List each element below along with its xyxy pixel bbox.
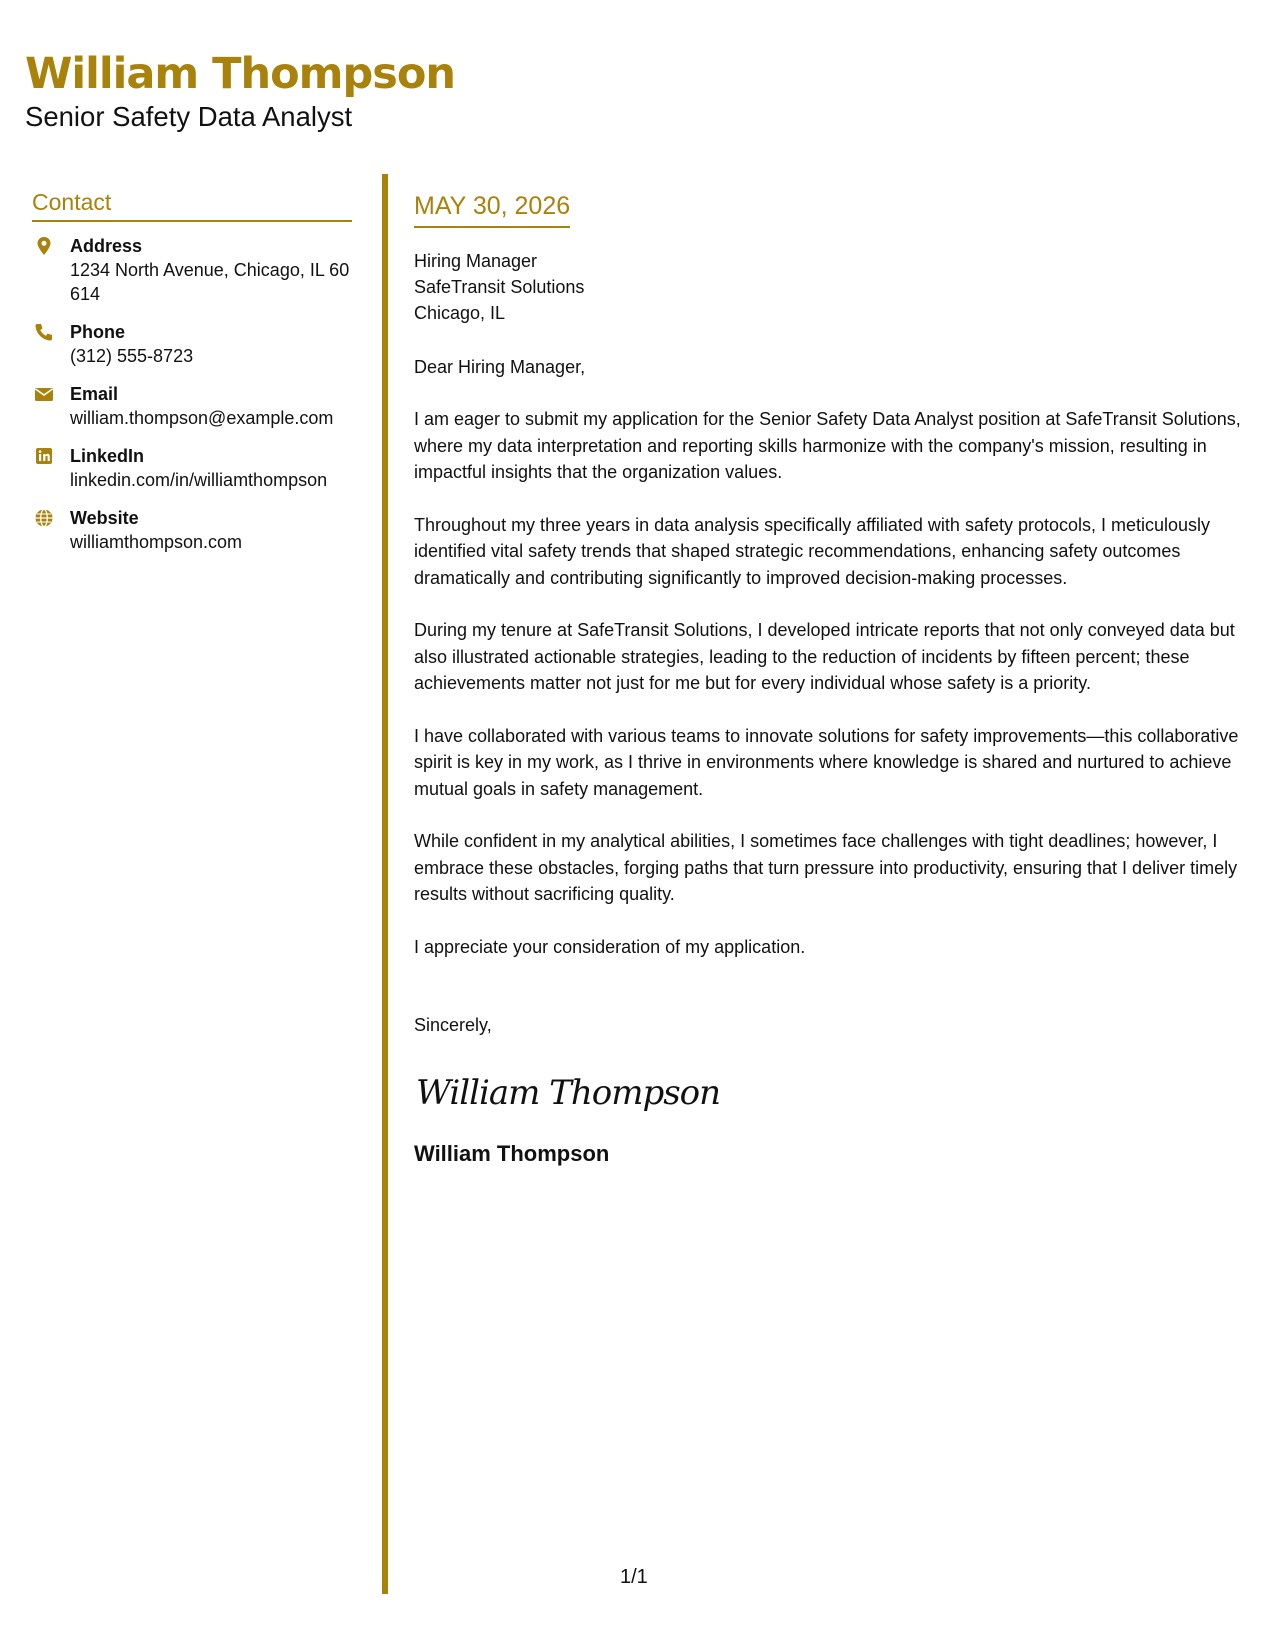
letter-body <box>414 190 1250 1168</box>
letter-paragraph: I am eager to submit my application for the Senior Safety Data Analyst position at SafeTransit Solutions, where my data interpretation and reporting skills harmonize with the company's mission, resulting in impactful insights that the organization values. <box>414 409 1241 482</box>
recipient-line: Chicago, IL <box>414 303 506 323</box>
letter-paragraph: Throughout my three years in data analysis specifically affiliated with safety protocols, I meticulously identified vital safety trends that shaped strategic recommendations, enhancing safety outcomes dramatically and contributing significantly to improved decision-making processes. <box>414 514 1211 588</box>
applicant-name: William Thompson <box>25 49 455 99</box>
job-title: Senior Safety Data Analyst <box>25 101 353 132</box>
contact-label-linkedin: LinkedIn <box>70 446 145 466</box>
contact-value-linkedin: linkedin.com/in/williamthompson <box>70 470 328 490</box>
page-number: 1/1 <box>620 1566 648 1588</box>
contact-value-email: william.thompson@example.com <box>70 408 334 428</box>
letter-paragraph: During my tenure at SafeTransit Solutions, I developed intricate reports that not only conveyed data but also illustrated actionable strategies, leading to the reduction of incidents by fifteen percent; these achievements matter not just for me but for every individual whose safety is a priority. <box>414 620 1235 693</box>
contact-item-linkedin <box>32 444 352 492</box>
globe-icon <box>34 508 54 528</box>
contact-list <box>32 234 352 554</box>
contact-value-address: 1234 North Avenue, Chicago, IL 60614 <box>70 260 350 304</box>
phone-icon <box>34 322 54 342</box>
salutation: Dear Hiring Manager, <box>414 357 586 377</box>
signer-name: William Thompson <box>414 1141 610 1166</box>
letter-date: MAY 30, 2026 <box>414 190 570 228</box>
contact-label-email: Email <box>70 384 119 404</box>
contact-label-website: Website <box>70 508 139 528</box>
recipient-line: Hiring Manager <box>414 251 538 271</box>
recipient-line: SafeTransit Solutions <box>414 277 585 297</box>
vertical-divider <box>382 174 388 1594</box>
signature-text: William Thompson <box>416 1073 721 1113</box>
contact-sidebar <box>32 188 352 568</box>
letter-paragraph: While confident in my analytical abilities, I sometimes face challenges with tight deadlines; however, I embrace these obstacles, forging paths that turn pressure into productivity, ensuring that I deliver timely results without sacrificing quality. <box>414 831 1238 904</box>
contact-heading: Contact <box>32 188 352 222</box>
contact-item-website <box>32 506 352 554</box>
contact-item-address <box>32 234 352 306</box>
linkedin-icon <box>34 446 54 466</box>
letter-paragraph: I appreciate your consideration of my application. <box>414 936 806 957</box>
contact-item-email <box>32 382 352 430</box>
recipient-block <box>414 248 1250 326</box>
header <box>25 46 455 134</box>
contact-label-phone: Phone <box>70 322 126 342</box>
letter-paragraph: I have collaborated with various teams to innovate solutions for safety improvements—this collaborative spirit is key in my work, as I thrive in environments where knowledge is shared and nurtured to achieve mutual goals in safety management. <box>414 725 1239 799</box>
contact-value-website: williamthompson.com <box>70 532 243 552</box>
contact-value-phone: (312) 555-8723 <box>70 346 194 366</box>
contact-item-phone <box>32 320 352 368</box>
closing: Sincerely, <box>414 1015 492 1035</box>
contact-label-address: Address <box>70 236 143 256</box>
envelope-icon <box>34 384 54 404</box>
handwritten-signature <box>414 1064 1250 1120</box>
location-pin-icon <box>34 236 54 256</box>
